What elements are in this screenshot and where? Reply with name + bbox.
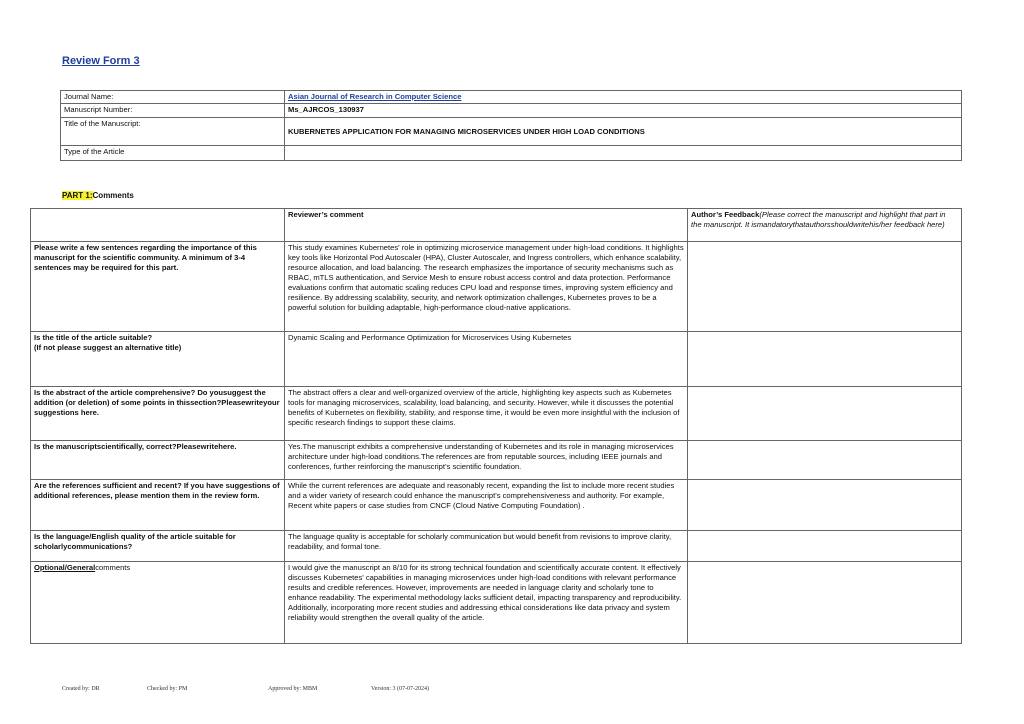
- question: [31, 562, 285, 644]
- question: Is the title of the article suitable? (If not please suggest an alternative title): [31, 332, 285, 387]
- manuscript-info-table: [60, 90, 962, 161]
- footer-created: Created by: DR: [62, 686, 100, 692]
- optional-bold: Optional/General: [34, 563, 96, 572]
- reviewer-comment: This study examines Kubernetes' role in optimizing microservice management under high-load conditions. It highlights key tools like Horizontal Pod Autoscaler (HPA), Cluster Autoscaler, and Ingress controllers, which enhance scalability, resource allocation, and load balancing. The research emphasizes the importance of security mechanisms such as RBAC, mTLS authentication, and Service Mesh to ensure robust access control and data protection. Performance evaluations confirm that automatic scaling reduces CPU load and response times, improving system efficiency and resilience. By addressing scalability, security, and network optimization challenges, Kubernetes proves to be a powerful solution for building adaptable, high-performance cloud-native applications.: [285, 242, 688, 332]
- type-value: [285, 146, 962, 161]
- question: Please write a few sentences regarding the importance of this manuscript for the scientific community. A minimum of 3-4 sentences may be required for this part.: [31, 242, 285, 332]
- reviewer-comment: The abstract offers a clear and well-organized overview of the article, highlighting key aspects such as Kubernetes tools for managing microservices, scalability, load balancing, and security. However, while it discusses the potential benefits of Kubernetes on flexibility, stability, and response time, it would be even more insightful with the inclusion of specific research findings to support these claims.: [285, 387, 688, 441]
- type-label: Type of the Article: [61, 146, 285, 161]
- header-author: [688, 209, 962, 242]
- footer-version: Version: 3 (07-07-2024): [371, 686, 429, 692]
- question: Is the language/English quality of the article suitable for scholarlycommunications?: [31, 531, 285, 562]
- part-label: PART 1:: [62, 191, 93, 200]
- author-feedback-cell[interactable]: [688, 387, 962, 441]
- table-row: [31, 332, 962, 387]
- journal-label: Journal Name:: [61, 91, 285, 104]
- reviewer-comment: While the current references are adequate and reasonably recent, expanding the list to include more recent studies and a wider variety of research could enhance the manuscript's comprehensiveness and authority. For example, Recent white papers or case studies from CNCF (Cloud Native Computing Foundation) .: [285, 480, 688, 531]
- author-feedback-cell[interactable]: [688, 480, 962, 531]
- footer-checked: Checked by: PM: [147, 686, 188, 692]
- footer-approved: Approved by: MBM: [268, 686, 318, 692]
- header-reviewer: Reviewer’s comment: [285, 209, 688, 242]
- author-feedback-cell[interactable]: [688, 441, 962, 480]
- reviewer-comment: Dynamic Scaling and Performance Optimization for Microservices Using Kubernetes: [285, 332, 688, 387]
- reviewer-comment: Yes.The manuscript exhibits a comprehensive understanding of Kubernetes and its role in managing microservices architecture under high-load conditions.The references are from reputable sources, including IEEE journals and conferences, further reinforcing the manuscript’s scientific foundation.: [285, 441, 688, 480]
- form-title: Review Form 3: [62, 55, 140, 67]
- author-italic: (Please correct the manuscript and highlight that part in the manuscript. It ismandatorythatauthorsshouldwritehis/her feedback here): [691, 210, 946, 229]
- author-feedback-cell[interactable]: [688, 531, 962, 562]
- question: Are the references sufficient and recent? If you have suggestions of additional references, please mention them in the review form.: [31, 480, 285, 531]
- author-feedback-cell[interactable]: [688, 332, 962, 387]
- title-label: Title of the Manuscript:: [61, 118, 285, 146]
- ms-label: Manuscript Number:: [61, 104, 285, 118]
- table-row: [31, 480, 962, 531]
- comments-table: [30, 208, 962, 644]
- part-rest: Comments: [92, 191, 134, 200]
- optional-rest: comments: [95, 563, 131, 572]
- author-feedback-cell[interactable]: [688, 562, 962, 644]
- reviewer-comment: I would give the manuscript an 8/10 for its strong technical foundation and scientifically accurate content. It effectively discusses Kubernetes' capabilities in managing microservices under high-load conditions with relevant performance results and credible references. However, improvements are needed in language clarity and scholarly tone to enhance readability. The experimental methodology lacks sufficient detail, impacting transparency and reproducibility. Additionally, incorporating more recent studies and addressing ethical considerations like data privacy and system reliability would strengthen the overall quality of the article.: [285, 562, 688, 644]
- table-row: [31, 531, 962, 562]
- author-bold: Author’s Feedback: [691, 210, 760, 219]
- question: Is the abstract of the article comprehensive? Do yousuggest the addition (or deletion) of some points in thissection?Pleasewriteyour suggestions here.: [31, 387, 285, 441]
- reviewer-comment: The language quality is acceptable for scholarly communication but would benefit from revisions to improve clarity, readability, and formal tone.: [285, 531, 688, 562]
- table-row: [31, 242, 962, 332]
- table-row: [31, 387, 962, 441]
- header-question: [31, 209, 285, 242]
- ms-value: Ms_AJRCOS_130937: [285, 104, 962, 118]
- table-row: [31, 562, 962, 644]
- part-heading: [62, 191, 134, 200]
- title-value: KUBERNETES APPLICATION FOR MANAGING MICROSERVICES UNDER HIGH LOAD CONDITIONS: [285, 118, 962, 146]
- journal-link[interactable]: Asian Journal of Research in Computer Science: [288, 92, 462, 101]
- question: Is the manuscriptscientifically, correct?Pleasewritehere.: [31, 441, 285, 480]
- table-row: [31, 441, 962, 480]
- author-feedback-cell[interactable]: [688, 242, 962, 332]
